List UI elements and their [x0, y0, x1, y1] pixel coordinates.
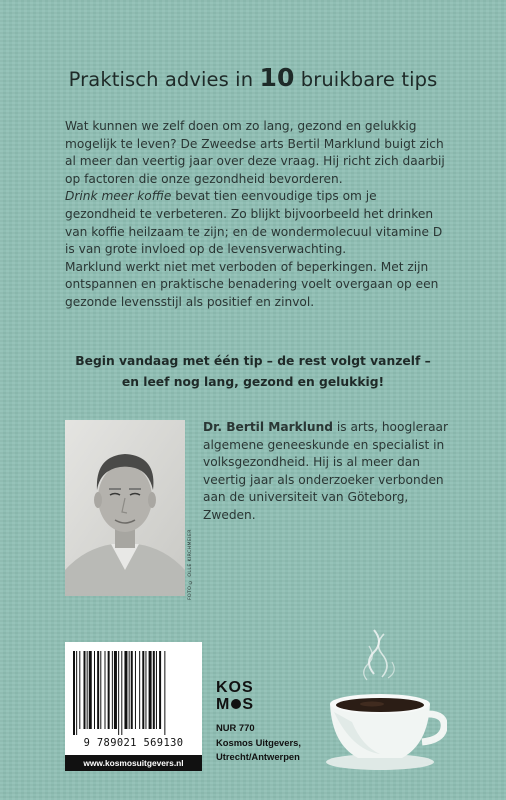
barcode-bar: [145, 651, 146, 729]
callout-line-1: Begin vandaag met één tip – de rest volgt vanzelf –: [75, 354, 431, 368]
author-photo: [65, 420, 185, 596]
barcode-bar: [149, 651, 152, 729]
book-title: Drink meer koffie: [65, 189, 172, 204]
publisher-info: [216, 721, 336, 765]
logo-line-1: KOS: [216, 679, 254, 696]
barcode-bar: [159, 651, 161, 729]
barcode-bar: [108, 651, 110, 729]
publisher-logo: [216, 679, 264, 713]
headline: [0, 63, 506, 92]
callout-line-2: en leef nog lang, gezond en gelukkig!: [121, 375, 385, 389]
barcode-bar: [121, 651, 122, 735]
barcode-bar: [131, 651, 133, 729]
barcode-bar: [73, 651, 75, 735]
author-name: Dr. Bertil Marklund: [203, 420, 333, 434]
barcode-bar: [118, 651, 119, 735]
nur-code: NUR 770: [216, 722, 255, 733]
photo-credit: FOTO © OLLE KIRCHMEIER: [188, 529, 193, 600]
callout: [50, 351, 456, 393]
barcode-bar: [105, 651, 106, 729]
author-bio-text: is arts, hoogleraar algemene geneeskunde en specialist in volksgezondheid. Hij is al meer dan veertig jaar als onderzoeker verbonden aan de universiteit van Göteborg, Zweden.: [203, 420, 449, 522]
logo-dot-icon: [231, 699, 241, 709]
barcode-bar: [76, 651, 77, 735]
barcode-bar: [135, 651, 136, 729]
blurb-paragraph-1: Wat kunnen we zelf doen om zo lang, gezond en gelukkig mogelijk te leven? De Zweedse arts Bertil Marklund buigt zich al meer dan veertig jaar over deze vraag. Hij richt zich daarbij op factoren die onze gezondheid bevorderen.: [65, 119, 445, 186]
barcode-bar: [114, 651, 117, 729]
headline-pre: Praktisch advies in: [68, 68, 260, 91]
publisher-city: Utrecht/Antwerpen: [216, 751, 300, 762]
barcode-bar: [164, 651, 165, 735]
barcode-bar: [112, 651, 113, 729]
coffee-cup-icon: [322, 622, 447, 772]
blurb: [65, 118, 445, 312]
barcode-bar: [124, 651, 127, 729]
logo-letter-s: S: [242, 696, 254, 713]
author-bio: [203, 419, 453, 524]
barcode-bar: [139, 651, 140, 729]
barcode-bar: [89, 651, 92, 729]
barcode-bar: [97, 651, 99, 729]
barcode-bar: [129, 651, 130, 729]
logo-letter-m: M: [216, 696, 231, 713]
barcode-icon: [71, 651, 196, 735]
blurb-paragraph-2-text: bevat tien eenvoudige tips om je gezondheid te verbeteren. Zo blijkt bijvoorbeeld het drinken van koffie heilzaam te zijn; en de wondermolecuul vitamine D is van grote invloed op de levensverwachting.: [65, 189, 443, 257]
blurb-paragraph-2: [65, 188, 445, 258]
author-portrait-illustration: [65, 420, 185, 596]
barcode-bar: [156, 651, 157, 729]
isbn-number: 9 789021 569130: [83, 737, 184, 749]
publisher-name: Kosmos Uitgevers,: [216, 736, 301, 748]
barcode-bar: [79, 651, 80, 729]
barcode-bar: [142, 651, 144, 729]
barcode-bar: [87, 651, 88, 729]
barcode-bar: [100, 651, 101, 729]
logo-line-2: [216, 696, 264, 713]
barcode-bar: [153, 651, 155, 729]
barcode-bar: [84, 651, 86, 729]
blurb-paragraph-3: Marklund werkt niet met verboden of beperkingen. Met zijn ontspannen en praktische benadering voelt overgaan op een gezonde levensstijl als positief en zinvol.: [65, 259, 439, 309]
headline-number: 10: [259, 63, 295, 92]
barcode-box: [65, 642, 202, 770]
headline-post: bruikbare tips: [294, 68, 438, 91]
barcode-bar: [94, 651, 95, 729]
publisher-url[interactable]: www.kosmosuitgevers.nl: [65, 755, 202, 771]
